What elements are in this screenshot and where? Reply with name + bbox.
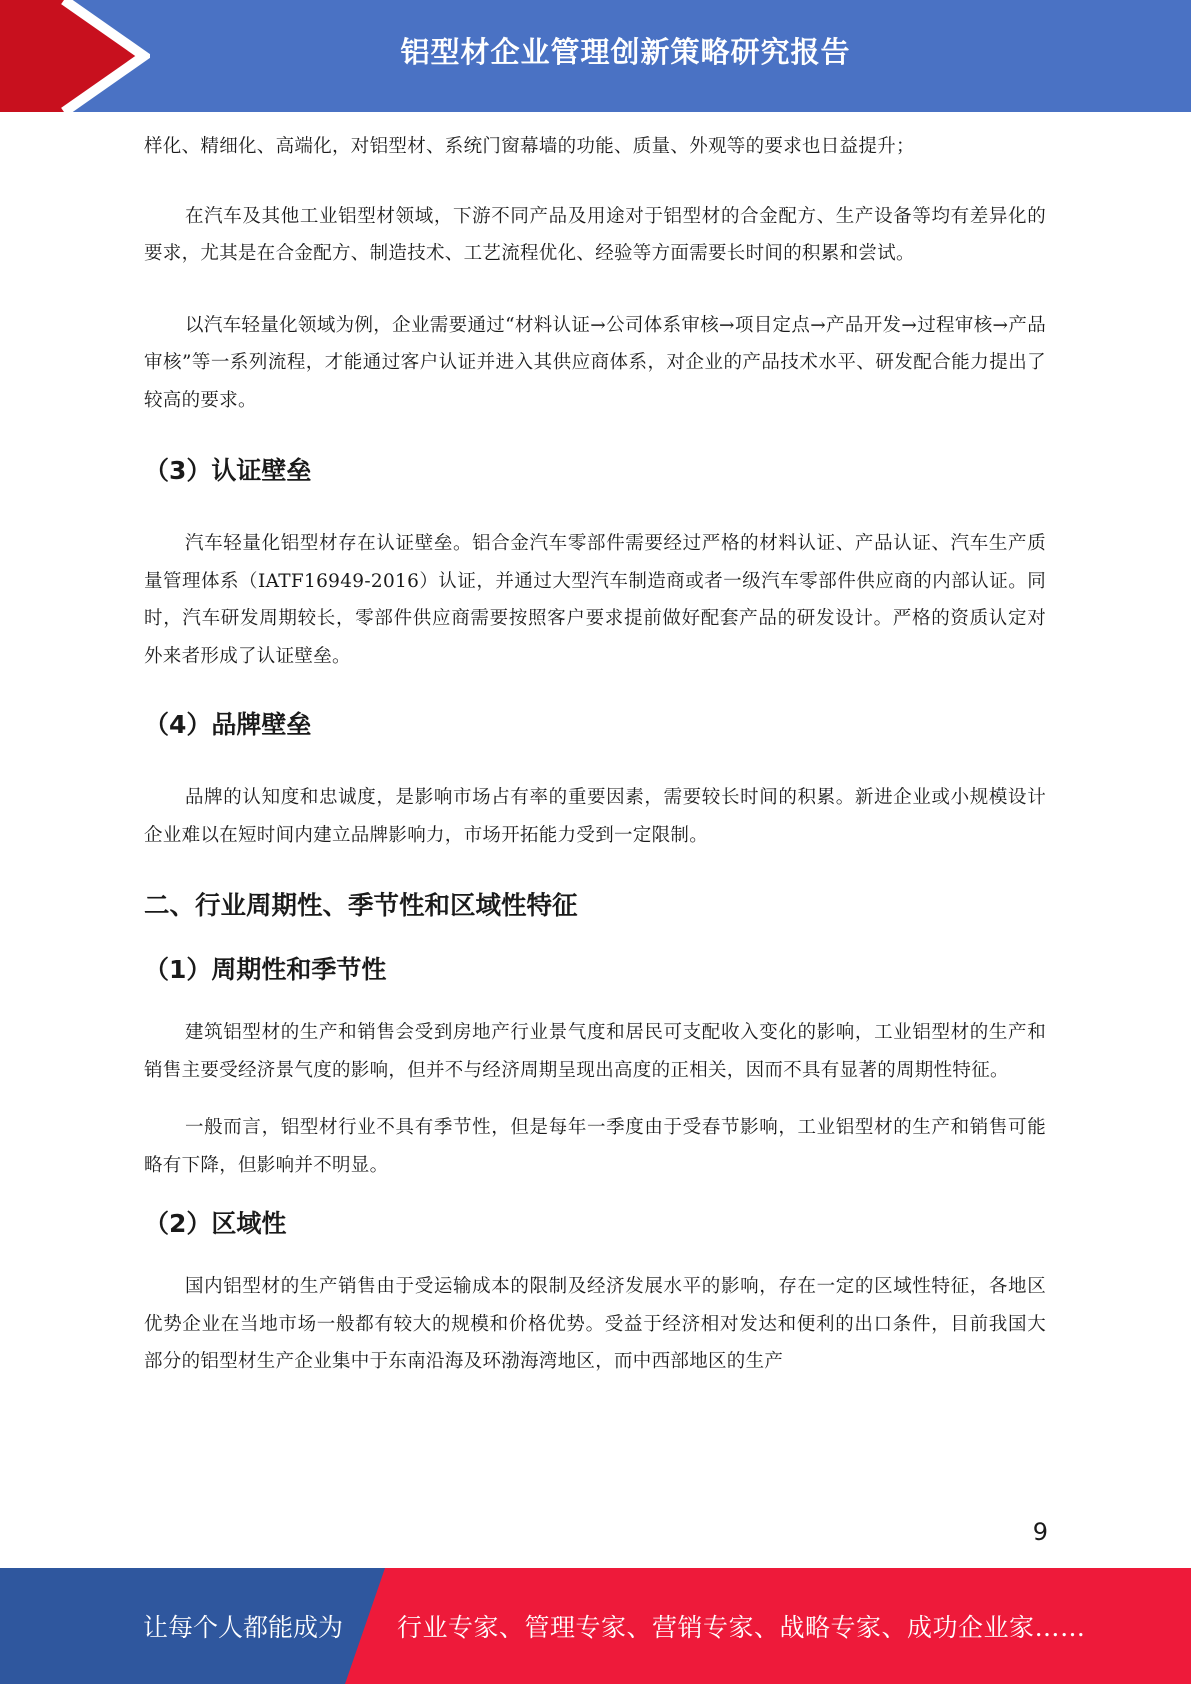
footer-slogan-right: 行业专家、管理专家、营销专家、战略专家、成功企业家…… — [397, 1613, 1086, 1642]
header-arrow-decoration — [0, 0, 150, 112]
paragraph-brand: 品牌的认知度和忠诚度，是影响市场占有率的重要因素，需要较长时间的积累。新进企业或小规模设计企业难以在短时间内建立品牌影响力，市场开拓能力受到一定限制。 — [144, 787, 1046, 846]
paragraph-certification: 汽车轻量化铝型材存在认证壁垒。铝合金汽车零部件需要经过严格的材料认证、产品认证、汽车生产质量管理体系（IATF16949-2016）认证，并通过大型汽车制造商或者一级汽车零部件供应商的内部认证。同时，汽车研发周期较长，零部件供应商需要按照客户要求提前做好配套产品的研发设计。严格的资质认定对外来者形成了认证壁垒。 — [144, 533, 1046, 667]
paragraph-seasonality: 一般而言，铝型材行业不具有季节性，但是每年一季度由于受春节影响，工业铝型材的生产和销售可能略有下降，但影响并不明显。 — [144, 1117, 1046, 1176]
heading-section-2: 二、行业周期性、季节性和区域性特征 — [144, 891, 578, 921]
page-number: 9 — [1032, 1518, 1048, 1546]
document-body — [144, 128, 1046, 1381]
heading-cyclicality: （1）周期性和季节性 — [144, 955, 387, 984]
heading-brand-barrier: （4）品牌壁垒 — [144, 710, 312, 739]
paragraph-auto-industry: 在汽车及其他工业铝型材领域，下游不同产品及用途对于铝型材的合金配方、生产设备等均有差异化的要求，尤其是在合金配方、制造技术、工艺流程优化、经验等方面需要长时间的积累和尝试。 — [144, 205, 1046, 264]
paragraph-lightweight-example: 以汽车轻量化领域为例，企业需要通过“材料认证→公司体系审核→项目定点→产品开发→过程审核→产品审核”等一系列流程，才能通过客户认证并进入其供应商体系，对企业的产品技术水平、研发配合能力提出了较高的要求。 — [144, 314, 1046, 411]
footer-banner — [0, 1568, 1191, 1684]
paragraph-regionality: 国内铝型材的生产销售由于受运输成本的限制及经济发展水平的影响，存在一定的区域性特征，各地区优势企业在当地市场一般都有较大的规模和价格优势。受益于经济相对发达和便利的出口条件，目前我国大部分的铝型材生产企业集中于东南沿海及环渤海湾地区，而中西部地区的生产 — [144, 1276, 1046, 1372]
document-title: 铝型材企业管理创新策略研究报告 — [400, 34, 851, 69]
header-banner — [0, 0, 1191, 112]
heading-regionality: （2）区域性 — [144, 1209, 287, 1238]
footer-slogan-left: 让每个人都能成为 — [143, 1613, 344, 1642]
heading-certification-barrier: （3）认证壁垒 — [144, 456, 312, 485]
paragraph-continued: 样化、精细化、高端化，对铝型材、系统门窗幕墙的功能、质量、外观等的要求也日益提升； — [144, 136, 915, 157]
paragraph-cyclicality: 建筑铝型材的生产和销售会受到房地产行业景气度和居民可支配收入变化的影响，工业铝型材的生产和销售主要受经济景气度的影响，但并不与经济周期呈现出高度的正相关，因而不具有显著的周期性特征。 — [144, 1022, 1046, 1081]
